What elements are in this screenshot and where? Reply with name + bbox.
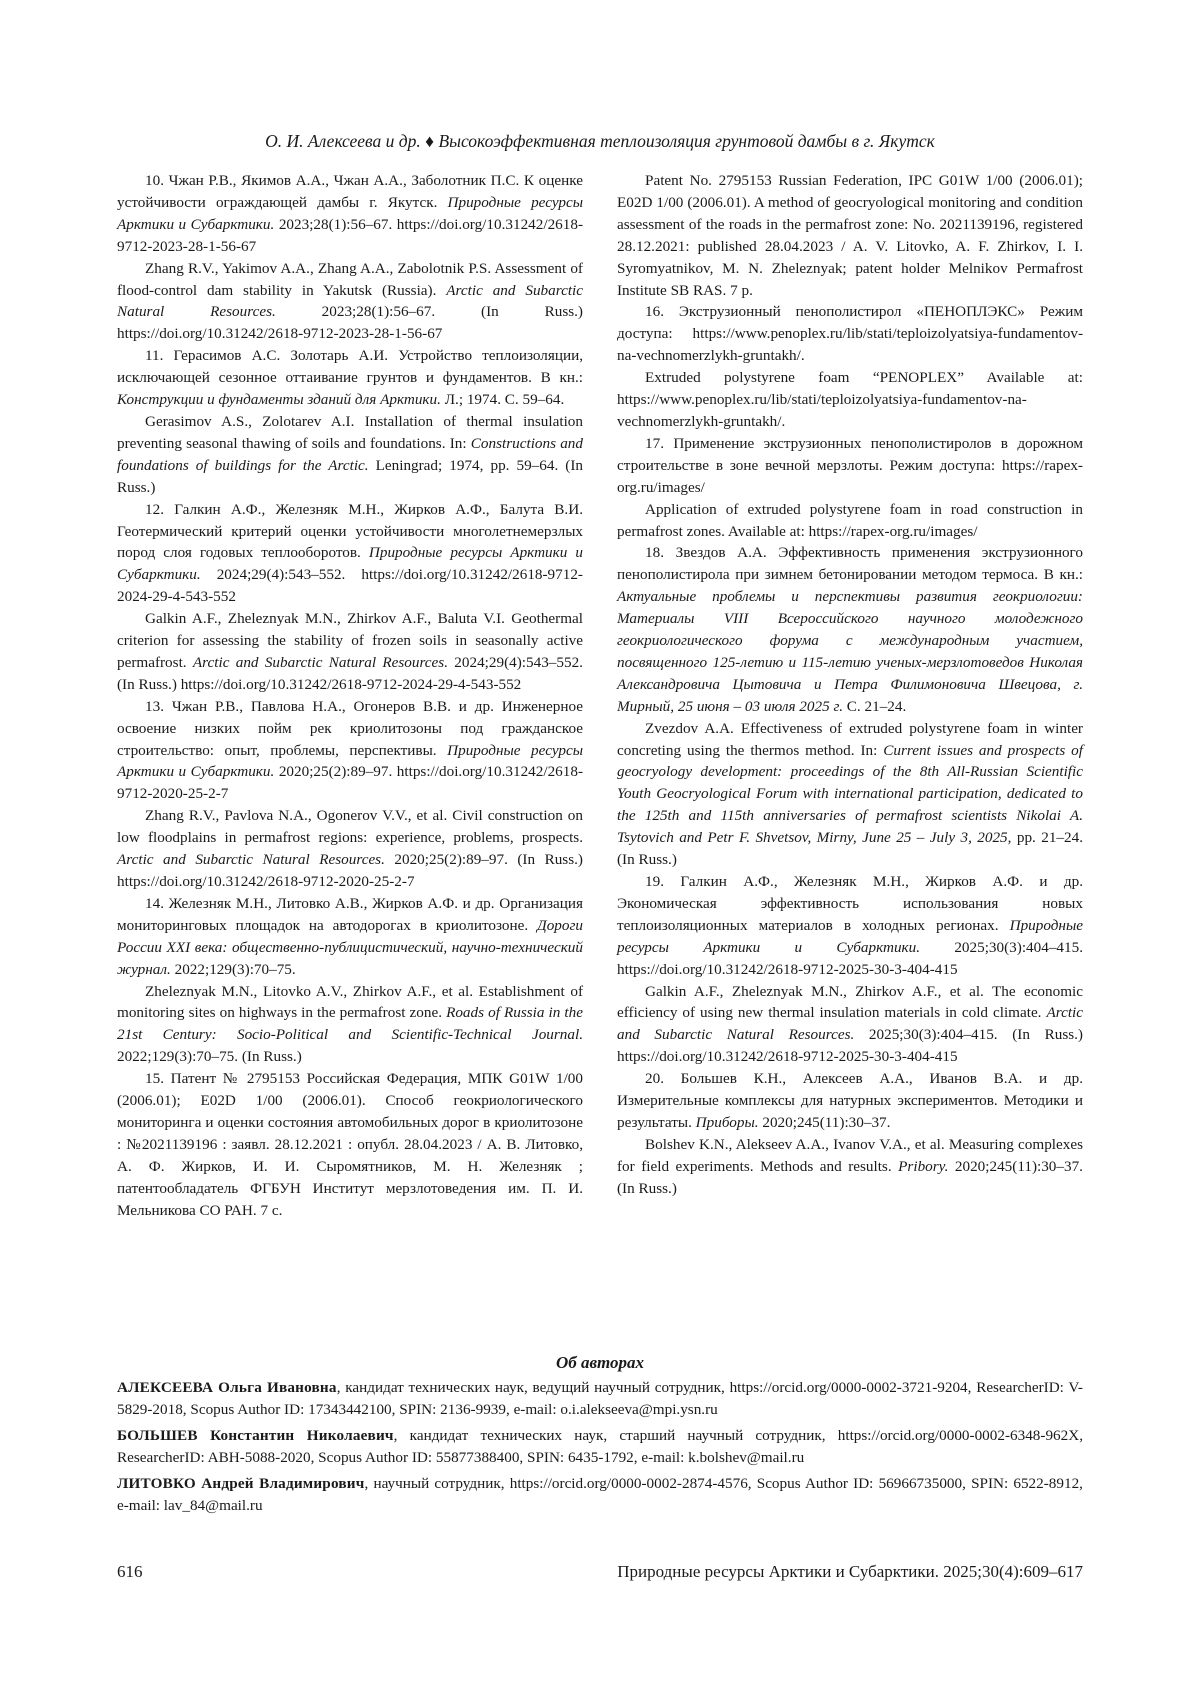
header-title: Высокоэффективная теплоизоляция грунтовой дамбы в г. Якутск [438,131,935,151]
reference-text: 17. Применение экструзионных пенополистиролов в дорожном строительстве в зоне вечной мерзлоты. Режим доступа: https://rapex-org.ru/images/ [617,434,1083,496]
reference-text: 2020;245(11):30–37. (In Russ.) [617,1157,1083,1197]
reference-entry [617,871,1083,981]
reference-text: 19. Галкин А.Ф., Железняк М.Н., Жирков А.Ф. и др. Экономическая эффективность использования новых теплоизоляционных материалов в холодных регионах. [617,873,1083,934]
reference-entry [117,411,583,499]
reference-entry [617,1068,1083,1134]
reference-text: Zvezdov A.A. Effectiveness of extruded polystyrene foam in winter concreting using the thermos method. In: [617,719,1083,759]
reference-italic: Природные ресурсы Арктики и Субарктики. [117,741,583,781]
reference-italic: Приборы. [695,1113,759,1131]
author-entry [117,1425,1083,1469]
reference-text: Zhang R.V., Yakimov A.A., Zhang A.A., Zabolotnik P.S. Assessment of flood-control dam stability in Yakutsk (Russia). [117,259,583,299]
reference-italic: Конструкции и фундаменты зданий для Арктики. [117,391,441,409]
author-name: БОЛЬШЕВ Константин Николаевич [117,1427,394,1444]
reference-entry [117,345,583,411]
author-name: ЛИТОВКО Андрей Владимирович [117,1475,365,1492]
reference-entry [117,696,583,806]
reference-italic: Дороги России XXI века: общественно-публицистический, научно-технический журнал. [117,916,583,978]
reference-text: Galkin A.F., Zheleznyak M.N., Zhirkov A.F., et al. The economic efficiency of using new thermal insulation materials in cold climate. [617,982,1083,1022]
reference-text: 2022;129(3):70–75. (In Russ.) [117,1048,302,1066]
reference-text: Leningrad; 1974, pp. 59–64. (In Russ.) [117,456,583,496]
reference-text: 2023;28(1):56–67. https://doi.org/10.31242/2618-9712-2023-28-1-56-67 [117,215,583,255]
reference-entry [617,1134,1083,1200]
reference-text: 2020;245(11):30–37. [758,1113,891,1131]
about-authors-section [117,1377,1083,1521]
reference-text: 2020;25(2):89–97. https://doi.org/10.31242/2618-9712-2020-25-2-7 [117,763,583,803]
author-details: , кандидат технических наук, ведущий научный сотрудник, https://orcid.org/0000-0002-3721-9204, ResearcherID: V-5829-2018, Scopus Author ID: 17343442100, SPIN: 2136-9939, e-mail: o.i.alekseeva@mpi.ysn.ru [117,1379,1083,1418]
reference-entry [617,718,1083,871]
reference-entry [617,301,1083,367]
header-authors: О. И. Алексеева и др. [265,131,421,151]
reference-italic: Arctic and Subarctic Natural Resources. [117,281,584,321]
reference-text: 14. Железняк М.Н., Литовко А.В., Жирков А.Ф. и др. Организация мониторинговых площадок на автодорогах в криолитозоне. [117,894,583,934]
reference-text: 12. Галкин А.Ф., Железняк М.Н., Жирков А.Ф., Балута В.И. Геотермический критерий оценки устойчивости многолетнемерзлых пород слоя годовых теплооборотов. [117,500,583,562]
reference-text: Л.; 1974. С. 59–64. [440,391,565,409]
reference-entry [617,981,1083,1069]
journal-citation: Природные ресурсы Арктики и Субарктики. 2025;30(4):609–617 [617,1562,1083,1581]
reference-text: Galkin A.F., Zheleznyak M.N., Zhirkov A.F., Baluta V.I. Geothermal criterion for assessing the stability of frozen soils in seasonally active permafrost. [117,610,583,671]
reference-text: , pp. 21–24. (In Russ.) [617,829,1084,869]
reference-entry [617,170,1083,301]
reference-italic: Arctic and Subarctic Natural Resources. [617,1004,1083,1044]
author-entry [117,1377,1083,1421]
reference-entry [117,258,583,346]
reference-entry [117,893,583,981]
reference-entry [117,170,583,258]
reference-text: Zhang R.V., Pavlova N.A., Ogonerov V.V., et al. Civil construction on low floodplains in permafrost regions: experience, problems, prospects. [117,807,583,847]
reference-entry [117,981,583,1069]
reference-entry [117,608,583,696]
reference-entry [617,542,1083,717]
reference-italic: Arctic and Subarctic Natural Resources. [192,653,448,671]
reference-italic: Природные ресурсы Арктики и Субарктики. [117,544,583,584]
reference-text: Gerasimov A.S., Zolotarev A.I. Installation of thermal insulation preventing seasonal thawing of soils and foundations. In: [117,412,583,452]
references-left-column [117,170,583,1222]
reference-text: 11. Герасимов А.С. Золотарь А.И. Устройство теплоизоляции, исключающей сезонное оттаивание грунтов и фундаментов. В кн.: [117,347,583,387]
header-bullet: ♦ [425,131,435,151]
reference-italic: Природные ресурсы Арктики и Субарктики. [617,916,1083,956]
reference-text: Bolshev K.N., Alekseev A.A., Ivanov V.A., et al. Measuring complexes for field experiments. Methods and results. [617,1135,1083,1175]
author-details: , кандидат технических наук, старший научный сотрудник, https://orcid.org/0000-0002-6348-962X, ResearcherID: ABH-5088-2020, Scopus Author ID: 55877388400, SPIN: 6435-1792, e-mail: k.bolshev@mail.ru [117,1427,1083,1466]
reference-text: 2023;28(1):56–67. (In Russ.) https://doi.org/10.31242/2618-9712-2023-28-1-56-67 [117,303,583,343]
reference-italic: Roads of Russia in the 21st Century: Socio-Political and Scientific-Technical Journal. [117,1004,583,1044]
reference-text: 18. Звездов А.А. Эффективность применения экструзионного пенополистирола при зимнем бетонировании методом термоса. В кн.: [617,544,1083,584]
references-right-column [617,170,1083,1200]
author-details: , научный сотрудник, https://orcid.org/0000-0002-2874-4576, Scopus Author ID: 56966735000, SPIN: 6522-8912, e-mail: lav_84@mail.ru [117,1475,1083,1514]
reference-text: Zheleznyak M.N., Litovko A.V., Zhirkov A.F., et al. Establishment of monitoring sites on highways in the permafrost zone. [117,982,583,1022]
reference-italic: Current issues and prospects of geocryology development: proceedings of the 8th All-Russian Scientific Youth Geocryological Forum with international participation, dedicated to the 125th and 115th anniversaries of permafrost scientists Nikolai A. Tsytovich and Petr F. Shvetsov, Mirny, June 25 – July 3, 2025 [617,741,1083,847]
reference-text: 20. Большев К.Н., Алексеев А.А., Иванов В.А. и др. Измерительные комплексы для натурных экспериментов. Методики и результаты. [617,1070,1083,1131]
reference-entry [117,499,583,609]
reference-text: 2020;25(2):89–97. (In Russ.) https://doi.org/10.31242/2618-9712-2020-25-2-7 [117,851,583,890]
page-number: 616 [117,1562,143,1581]
reference-entry [617,433,1083,499]
reference-italic: Актуальные проблемы и перспективы развития геокриологии: Материалы VIII Всероссийского научного молодежного геокриологического форума с международным участием, посвященного 125-летию и 115-летию ученых-мерзлотоведов Николая Александровича Цытовича и Петра Филимоновича Швецова, г. Мирный, 25 июня – 03 июля 2025 г. [617,588,1083,715]
reference-text: Application of extruded polystyrene foam in road construction in permafrost zones. Available at: https://rapex-org.ru/images/ [617,500,1083,540]
reference-text: 10. Чжан Р.В., Якимов А.А., Чжан А.А., Заболотник П.С. К оценке устойчивости ограждающей дамбы г. Якутск. [117,172,583,211]
reference-text: 2024;29(4):543–552. https://doi.org/10.31242/2618-9712-2024-29-4-543-552 [117,566,583,606]
about-authors-heading: Об авторах [555,1353,645,1372]
reference-text: С. 21–24. [843,697,907,715]
reference-text: 2022;129(3):70–75. [170,960,296,978]
reference-italic: Arctic and Subarctic Natural Resources. [117,851,385,869]
reference-italic: Constructions and foundations of buildings for the Arctic. [117,434,583,474]
author-entry [117,1473,1083,1517]
reference-italic: Природные ресурсы Арктики и Субарктики. [117,193,583,233]
reference-entry [617,499,1083,543]
reference-entry [117,805,583,893]
running-header [0,131,1200,152]
reference-entry [617,367,1083,433]
reference-text: 15. Патент № 2795153 Российская Федерация, МПК G01W 1/00 (2006.01); E02D 1/00 (2006.01). Способ геокриологического мониторинга и оценки состояния автомобильных дорог в криолитозоне : №2021139196 : заявл. 28.12.2021 : опубл. 28.04.2023 / А. В. Литовко, А. Ф. Жирков, И. И. Сыромятников, М. Н. Железняк ; патентообладатель ФГБУН Институт мерзлотоведения им. П. И. Мельникова СО РАН. 7 с. [117,1070,583,1219]
reference-entry [117,1068,583,1221]
reference-text: 13. Чжан Р.В., Павлова Н.А., Огонеров В.В. и др. Инженерное освоение низких пойм рек криолитозоны под гражданское строительство: опыт, проблемы, перспективы. [117,697,583,759]
reference-text: 2025;30(3):404–415. https://doi.org/10.31242/2618-9712-2025-30-3-404-415 [617,938,1084,978]
reference-text: 2025;30(3):404–415. (In Russ.) https://doi.org/10.31242/2618-9712-2025-30-3-404-415 [617,1026,1083,1066]
reference-text: 2024;29(4):543–552. (In Russ.) https://doi.org/10.31242/2618-9712-2024-29-4-543-552 [117,653,583,693]
author-name: АЛЕКСЕЕВА Ольга Ивановна [117,1379,337,1396]
reference-text: Extruded polystyrene foam “PENOPLEX” Available at: https://www.penoplex.ru/lib/stati/teploizolyatsiya-fundamentov-na-vechnomerzlykh-gruntakh/. [617,369,1083,430]
reference-text: 16. Экструзионный пенополистирол «ПЕНОПЛЭКС» Режим доступа: https://www.penoplex.ru/lib/stati/teploizolyatsiya-fundamentov-na-vechnomerzlykh-gruntakh/. [617,303,1083,365]
reference-italic: Pribory. [898,1157,949,1175]
reference-text: Patent No. 2795153 Russian Federation, IPC G01W 1/00 (2006.01); E02D 1/00 (2006.01). A method of geocryological monitoring and condition assessment of the roads in the permafrost zone: No. 2021139196, registered 28.12.2021: published 28.04.2023 / A. V. Litovko, A. F. Zhirkov, I. I. Syromyatnikov, M. N. Zheleznyak; patent holder Melnikov Permafrost Institute SB RAS. 7 p. [617,172,1083,299]
